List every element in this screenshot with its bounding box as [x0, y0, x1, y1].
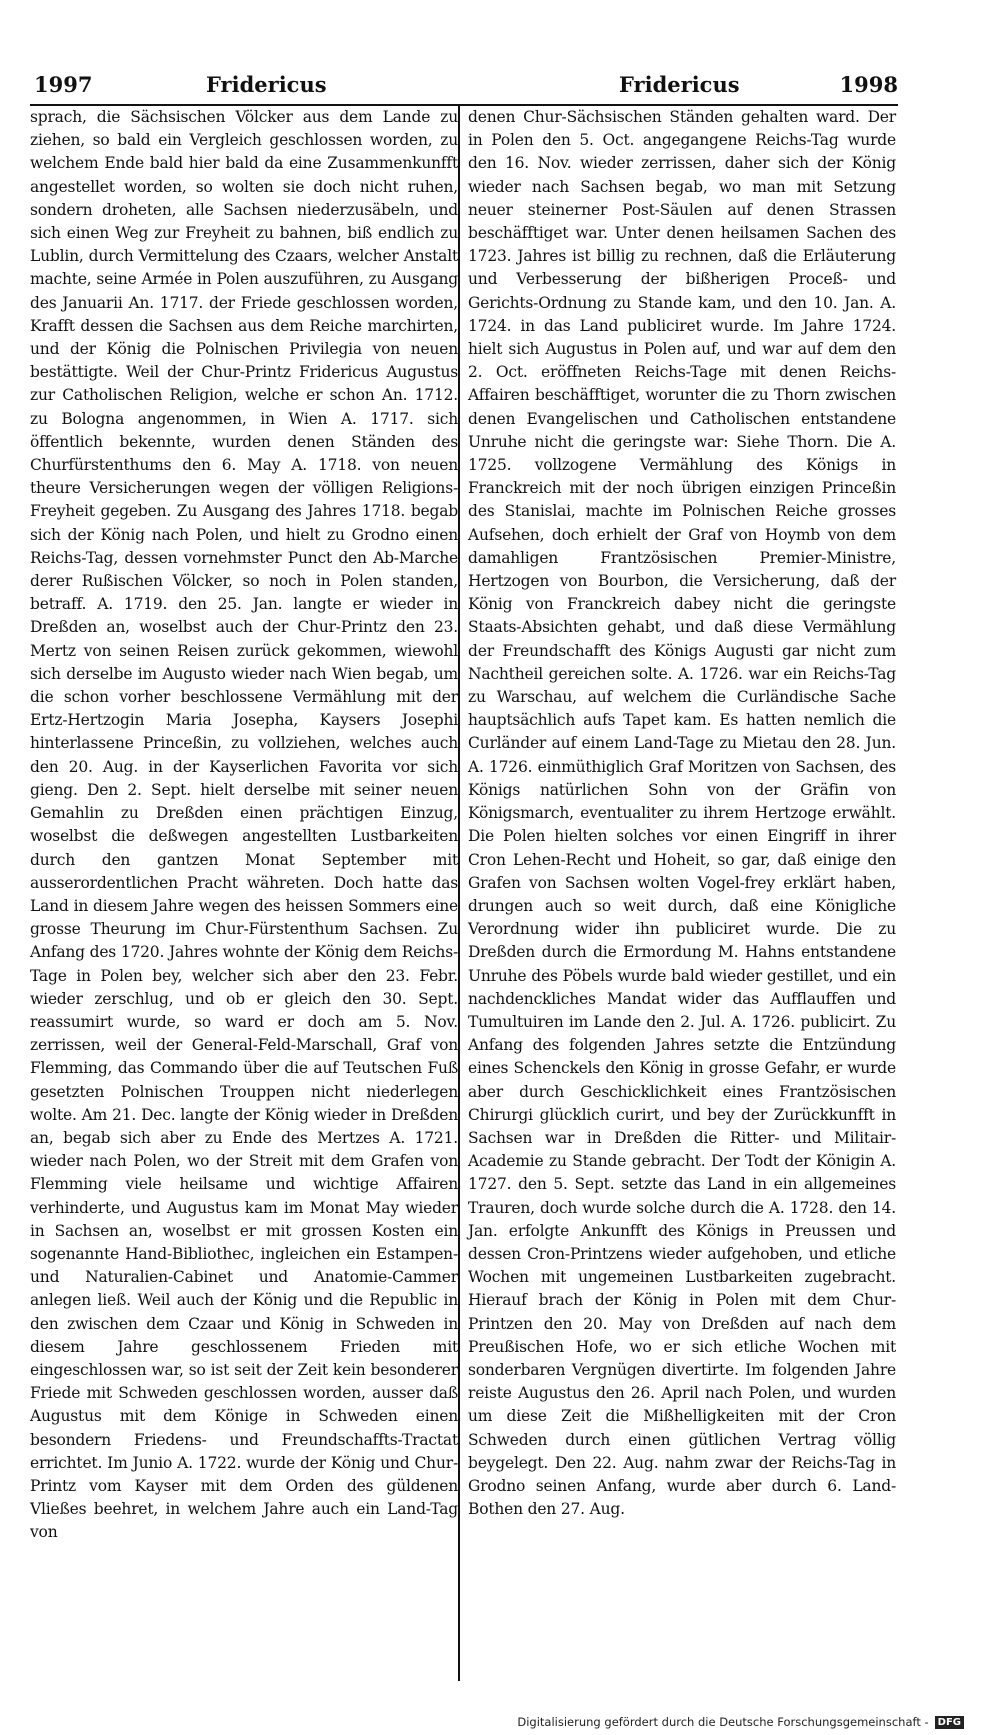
page-number-right: 1998	[839, 72, 898, 97]
running-header	[28, 72, 898, 106]
dfg-logo: DFG	[935, 1716, 964, 1729]
page-number-left: 1997	[34, 72, 93, 97]
column-divider	[458, 106, 460, 1681]
digitization-footer	[517, 1715, 964, 1729]
column-left-text: sprach, die Sächsischen Völcker aus dem Lande zu ziehen, so bald ein Vergleich geschlossen worden, zu welchem Ende bald hier bald da eine Zusammenkunfft angestellet worden, so wolten sie doch nicht ruhen, sondern droheten, alle Sachsen niederzusäbeln, und sich einen Weg zur Freyheit zu bahnen, biß endlich zu Lublin, durch Vermittelung des Czaars, welcher Anstalt machte, seine Armée in Polen auszuführen, zu Ausgang des Januarii An. 1717. der Friede geschlossen worden, Krafft dessen die Sachsen aus dem Reiche marchirten, und der König die Polnischen Privilegia von neuen bestättigte. Weil der Chur-Printz Fridericus Augustus zur Catholischen Religion, welche er schon An. 1712. zu Bologna angenommen, in Wien A. 1717. sich öffentlich bekennte, wurden denen Ständen des Churfürstenthums den 6. May A. 1718. von neuen theure Versicherungen wegen der völligen Religions-Freyheit gegeben. Zu Ausgang des Jahres 1718. begab sich der König nach Polen, und hielt zu Grodno einen Reichs-Tag, dessen vornehmster Punct den Ab-Marche derer Rußischen Völcker, so noch in Polen standen, betraff. A. 1719. den 25. Jan. langte er wieder in Dreßden an, woselbst auch der Chur-Printz den 23. Mertz von seinen Reisen zurück gekommen, wiewohl sich derselbe im Augusto wieder nach Wien begab, um die schon vorher beschlossene Vermählung mit der Ertz-Hertzogin Maria Josepha, Kaysers Josephi hinterlassene Princeßin, zu vollziehen, welches auch den 20. Aug. in der Kayserlichen Favorita vor sich gieng. Den 2. Sept. hielt derselbe mit seiner neuen Gemahlin zu Dreßden einen prächtigen Einzug, woselbst die deßwegen angestellten Lustbarkeiten durch den gantzen Monat September mit ausserordentlichen Pracht währeten. Doch hatte das Land in diesem Jahre wegen des heissen Sommers eine grosse Theurung im Chur-Fürstenthum Sachsen. Zu Anfang des 1720. Jahres wohnte der König dem Reichs-Tage in Polen bey, welcher sich aber den 23. Febr. wieder zerschlug, und ob er gleich den 30. Sept. reassumirt wurde, so ward er doch am 5. Nov. zerrissen, weil der General-Feld-Marschall, Graf von Flemming, das Commando über die auf Teutschen Fuß gesetzten Polnischen Trouppen nicht niederlegen wolte. Am 21. Dec. langte der König wieder in Dreßden an, begab sich aber zu Ende des Mertzes A. 1721. wieder nach Polen, wo der Streit mit dem Grafen von Flemming viele heilsame und wichtige Affairen verhinderte, und Augustus kam im Monat May wieder in Sachsen an, woselbst er mit grossen Kosten ein sogenannte Hand-Bibliothec, ingleichen ein Estampen- und Naturalien-Cabinet und Anatomie-Cammer anlegen ließ. Weil auch der König und die Republic in den zwischen dem Czaar und König in Schweden in diesem Jahre geschlossenem Frieden mit eingeschlossen war, so ist seit der Zeit kein besonderer Friede mit Schweden geschlossen worden, ausser daß Augustus mit dem Könige in Schweden einen besondern Friedens- und Freundschaffts-Tractat errichtet. Im Junio A. 1722. wurde der König und Chur-Printz vom Kayser mit dem Orden des güldenen Vließes beehret, in welchem Jahre auch ein Land-Tag von	[30, 108, 458, 1542]
text-column-right	[468, 106, 896, 1521]
text-column-left	[30, 106, 458, 1545]
running-title-left: Fridericus	[206, 72, 327, 97]
column-right-text: denen Chur-Sächsischen Ständen gehalten ward. Der in Polen den 5. Oct. angegangene Reichs-Tag wurde den 16. Nov. wieder zerrissen, daher sich der König wieder nach Sachsen begab, wo man mit Setzung neuer steinerner Post-Säulen auf denen Strassen beschäfftiget war. Unter denen heilsamen Sachen des 1723. Jahres ist billig zu rechnen, daß die Erläuterung und Verbesserung der bißherigen Proceß- und Gerichts-Ordnung zu Stande kam, und den 10. Jan. A. 1724. in das Land publiciret wurde. Im Jahre 1724. hielt sich Augustus in Polen auf, und war auf dem den 2. Oct. eröffneten Reichs-Tage mit denen Reichs-Affairen beschäfftiget, worunter die zu Thorn zwischen denen Evangelischen und Catholischen entstandene Unruhe nicht die geringste war: Siehe Thorn. Die A. 1725. vollzogene Vermählung des Königs in Franckreich mit der noch übrigen einzigen Princeßin des Stanislai, machte im Polnischen Reiche grosses Aufsehen, doch erhielt der Graf von Hoymb von dem damahligen Frantzösischen Premier-Ministre, Hertzogen von Bourbon, die Versicherung, daß der König von Franckreich dabey nicht die geringste Staats-Absichten gehabt, und daß diese Vermählung der Freundschafft des Königs Augusti gar nicht zum Nachtheil gereichen solte. A. 1726. war ein Reichs-Tag zu Warschau, auf welchem die Curländische Sache hauptsächlich aufs Tapet kam. Es hatten nemlich die Curländer auf einem Land-Tage zu Mietau den 28. Jun. A. 1726. einmüthiglich Graf Moritzen von Sachsen, des Königs natürlichen Sohn von der Gräfin von Königsmarch, eventualiter zu ihrem Hertzoge erwählt. Die Polen hielten solches vor einen Eingriff in ihrer Cron Lehen-Recht und Hoheit, so gar, daß einige den Grafen von Sachsen wolten Vogel-frey erklärt haben, drungen auch so weit durch, daß eine Königliche Verordnung wider ihn publiciret wurde. Die zu Dreßden durch die Ermordung M. Hahns entstandene Unruhe des Pöbels wurde bald wieder gestillet, und ein nachdenckliches Mandat wider das Aufflauffen und Tumultuiren im Lande den 2. Jul. A. 1726. publicirt. Zu Anfang des folgenden Jahres setzte die Entzündung eines Schenckels den König in grosse Gefahr, er wurde aber durch Geschicklichkeit eines Frantzösischen Chirurgi glücklich curirt, und bey der Zurückkunfft in Sachsen war in Dreßden die Ritter- und Militair-Academie zu Stande gebracht. Der Todt der Königin A. 1727. den 5. Sept. setzte das Land in ein allgemeines Trauren, doch wurde solche durch die A. 1728. den 14. Jan. erfolgte Ankunfft des Königs in Preussen und dessen Cron-Printzens wieder aufgehoben, und etliche Wochen mit ungemeinen Lustbarkeiten zugebracht. Hierauf brach der König in Polen mit dem Chur-Printzen den 20. May von Dreßden auf nach dem Preußischen Hofe, wo er sich etliche Wochen mit sonderbaren Vergnügen divertirte. Im folgenden Jahre reiste Augustus den 26. April nach Polen, und wurden um diese Zeit die Mißhelligkeiten mit der Cron Schweden durch einen gütlichen Vertrag völlig beygelegt. Den 22. Aug. nahm zwar der Reichs-Tag in Grodno seinen Anfang, wurde aber durch 6. Land-Bothen den 27. Aug.	[468, 108, 896, 1519]
funding-credit: Digitalisierung gefördert durch die Deutsche Forschungsgemeinschaft -	[517, 1715, 929, 1729]
running-title-right: Fridericus	[619, 72, 740, 97]
